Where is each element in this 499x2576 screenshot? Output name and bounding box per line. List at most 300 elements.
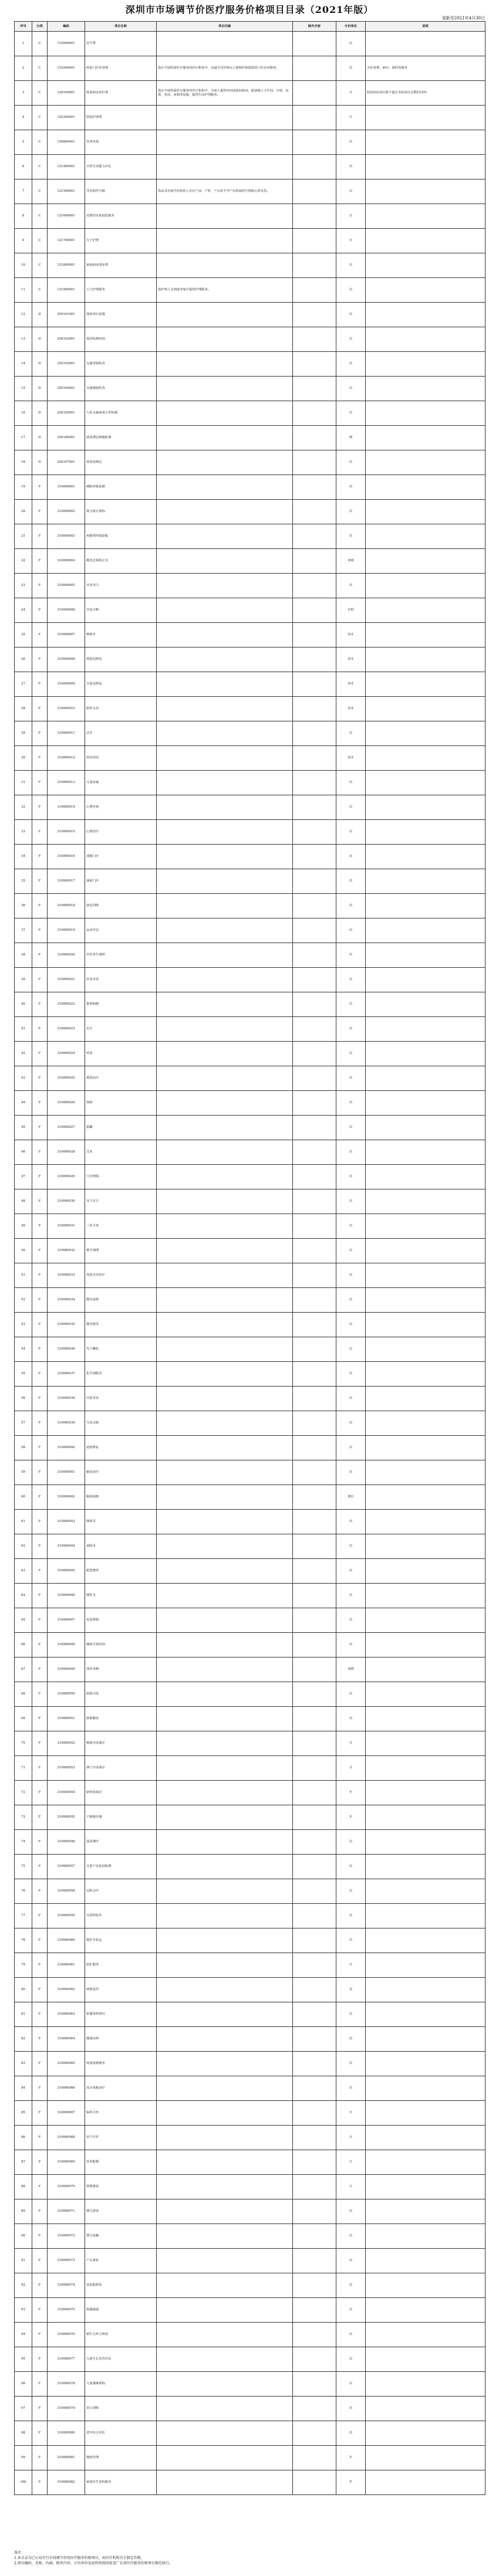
row-no: 43 bbox=[15, 1066, 32, 1091]
row-content bbox=[157, 1830, 293, 1855]
row-content bbox=[157, 253, 293, 278]
row-exclusion bbox=[293, 524, 336, 549]
table-row bbox=[15, 130, 485, 155]
row-name: 挂号费 bbox=[85, 32, 157, 56]
row-unit: 次 bbox=[336, 1928, 366, 1953]
row-no: 96 bbox=[15, 2372, 32, 2397]
row-exclusion bbox=[293, 475, 336, 500]
row-name: 重睑术 bbox=[85, 1534, 157, 1559]
row-name: 牙齿美白 bbox=[85, 574, 157, 598]
row-no: 83 bbox=[15, 2052, 32, 2076]
row-name: 盆底肌修复 bbox=[85, 2273, 157, 2298]
row-unit: 疗程 bbox=[336, 598, 366, 623]
row-code: 310000055 bbox=[48, 1805, 85, 1830]
table-row bbox=[15, 2101, 485, 2126]
row-content bbox=[157, 1214, 293, 1239]
row-note bbox=[366, 1707, 485, 1731]
row-name: 中医养生调理 bbox=[85, 943, 157, 968]
row-unit: 次 bbox=[336, 2273, 366, 2298]
row-category: F bbox=[32, 1263, 48, 1288]
row-exclusion bbox=[293, 894, 336, 918]
row-code: 310000047 bbox=[48, 1608, 85, 1633]
row-content bbox=[157, 1485, 293, 1510]
row-exclusion bbox=[293, 2421, 336, 2446]
row-category: C bbox=[32, 204, 48, 229]
row-exclusion bbox=[293, 1337, 336, 1362]
footer-notes bbox=[14, 2550, 485, 2566]
row-note bbox=[366, 426, 485, 450]
row-no: 60 bbox=[15, 1485, 32, 1510]
row-no: 31 bbox=[15, 771, 32, 795]
row-name: 无痛胃镜检查 bbox=[85, 352, 157, 377]
row-exclusion bbox=[293, 1066, 336, 1091]
row-content bbox=[157, 598, 293, 623]
table-row bbox=[15, 721, 485, 746]
row-code: 310000002 bbox=[48, 500, 85, 524]
row-note bbox=[366, 1042, 485, 1066]
table-row bbox=[15, 106, 485, 130]
table-row bbox=[15, 2027, 485, 2052]
row-category: F bbox=[32, 746, 48, 771]
row-category: F bbox=[32, 2002, 48, 2027]
row-unit: 次 bbox=[336, 179, 366, 204]
row-content bbox=[157, 1953, 293, 1978]
row-exclusion bbox=[293, 623, 336, 648]
table-row bbox=[15, 1337, 485, 1362]
row-exclusion bbox=[293, 253, 336, 278]
row-exclusion bbox=[293, 179, 336, 204]
row-unit: 次 bbox=[336, 1189, 366, 1214]
row-unit: 次 bbox=[336, 2076, 366, 2101]
row-exclusion bbox=[293, 1559, 336, 1584]
row-content bbox=[157, 2150, 293, 2175]
row-category: C bbox=[32, 106, 48, 130]
row-unit: 次 bbox=[336, 894, 366, 918]
row-content bbox=[157, 1017, 293, 1042]
row-code: 310000005 bbox=[48, 574, 85, 598]
row-category: F bbox=[32, 1140, 48, 1165]
row-exclusion bbox=[293, 1091, 336, 1116]
row-category: F bbox=[32, 623, 48, 648]
row-note bbox=[366, 352, 485, 377]
row-code: 121600001 bbox=[48, 204, 85, 229]
row-content bbox=[157, 106, 293, 130]
row-no: 9 bbox=[15, 229, 32, 253]
row-unit: 次 bbox=[336, 32, 366, 56]
row-no: 8 bbox=[15, 204, 32, 229]
row-unit: 次 bbox=[336, 968, 366, 992]
row-name: 卵子冷冻保存 bbox=[85, 1756, 157, 1781]
row-name: 日常生活能力评定 bbox=[85, 155, 157, 179]
table-row bbox=[15, 2298, 485, 2323]
row-unit: 次 bbox=[336, 2372, 366, 2397]
table-row bbox=[15, 2323, 485, 2347]
row-unit: 每牙 bbox=[336, 623, 366, 648]
row-category: F bbox=[32, 894, 48, 918]
row-exclusion bbox=[293, 1189, 336, 1214]
row-unit: 次 bbox=[336, 401, 366, 426]
row-note: 含诊查费、病历、预约等服务 bbox=[366, 56, 485, 81]
row-note bbox=[366, 2101, 485, 2126]
row-category: C bbox=[32, 130, 48, 155]
row-content bbox=[157, 204, 293, 229]
row-no: 46 bbox=[15, 1140, 32, 1165]
header-content: 项目内涵 bbox=[157, 22, 293, 32]
row-exclusion bbox=[293, 1756, 336, 1781]
row-code: 310000021 bbox=[48, 968, 85, 992]
table-row bbox=[15, 1042, 485, 1066]
row-name: 高压氧舱治疗 bbox=[85, 2076, 157, 2101]
row-code: 310000048 bbox=[48, 1633, 85, 1658]
row-name: 耳穴压豆 bbox=[85, 1189, 157, 1214]
row-unit: 次 bbox=[336, 820, 366, 845]
row-category: F bbox=[32, 2052, 48, 2076]
row-name: 月子护理 bbox=[85, 229, 157, 253]
header-unit: 计价单位 bbox=[336, 22, 366, 32]
row-no: 30 bbox=[15, 746, 32, 771]
row-no: 27 bbox=[15, 672, 32, 697]
row-content bbox=[157, 524, 293, 549]
row-unit: 次 bbox=[336, 943, 366, 968]
row-exclusion bbox=[293, 229, 336, 253]
row-code: 310000039 bbox=[48, 1411, 85, 1436]
table-row bbox=[15, 1436, 485, 1460]
row-unit: 次 bbox=[336, 56, 366, 81]
row-note bbox=[366, 968, 485, 992]
table-row bbox=[15, 179, 485, 204]
row-note bbox=[366, 401, 485, 426]
row-category: F bbox=[32, 2421, 48, 2446]
row-name: 刮痧 bbox=[85, 1091, 157, 1116]
row-note bbox=[366, 278, 485, 303]
table-row bbox=[15, 598, 485, 623]
row-no: 78 bbox=[15, 1928, 32, 1953]
row-no: 55 bbox=[15, 1362, 32, 1387]
row-note bbox=[366, 1017, 485, 1042]
row-code: 310000079 bbox=[48, 2397, 85, 2421]
row-note bbox=[366, 1214, 485, 1239]
row-name: 上门护理服务 bbox=[85, 278, 157, 303]
row-category: F bbox=[32, 1731, 48, 1756]
row-name: 特殊膳食 bbox=[85, 2175, 157, 2199]
row-content bbox=[157, 1855, 293, 1879]
row-unit: 次 bbox=[336, 771, 366, 795]
row-code: 310000057 bbox=[48, 1855, 85, 1879]
row-exclusion bbox=[293, 2101, 336, 2126]
row-code: 310000045 bbox=[48, 1559, 85, 1584]
row-category: F bbox=[32, 1214, 48, 1239]
row-code: 121900001 bbox=[48, 278, 85, 303]
row-exclusion bbox=[293, 2249, 336, 2273]
row-unit: 日 bbox=[336, 2126, 366, 2150]
row-content bbox=[157, 303, 293, 327]
row-note bbox=[366, 820, 485, 845]
row-unit: 次 bbox=[336, 1042, 366, 1066]
row-no: 69 bbox=[15, 1707, 32, 1731]
row-content bbox=[157, 943, 293, 968]
row-unit: 次 bbox=[336, 2397, 366, 2421]
row-exclusion bbox=[293, 1140, 336, 1165]
row-note bbox=[366, 1288, 485, 1313]
row-note bbox=[366, 2052, 485, 2076]
row-content bbox=[157, 820, 293, 845]
row-no: 37 bbox=[15, 918, 32, 943]
row-name: 营养配餐 bbox=[85, 2150, 157, 2175]
row-code: 310000058 bbox=[48, 1879, 85, 1904]
row-content bbox=[157, 1805, 293, 1830]
row-category: F bbox=[32, 1017, 48, 1042]
table-row bbox=[15, 2052, 485, 2076]
row-content bbox=[157, 795, 293, 820]
row-category: F bbox=[32, 500, 48, 524]
row-category: F bbox=[32, 2273, 48, 2298]
row-unit: 次 bbox=[336, 1460, 366, 1485]
row-no: 66 bbox=[15, 1633, 32, 1658]
row-unit: 次 bbox=[336, 721, 366, 746]
table-row bbox=[15, 1189, 485, 1214]
row-code: 310000054 bbox=[48, 1781, 85, 1805]
row-exclusion bbox=[293, 426, 336, 450]
row-unit: 次 bbox=[336, 1387, 366, 1411]
row-unit: 次 bbox=[336, 278, 366, 303]
row-note bbox=[366, 1928, 485, 1953]
row-no: 50 bbox=[15, 1239, 32, 1263]
row-name: 视力矫正训练 bbox=[85, 500, 157, 524]
row-exclusion bbox=[293, 2002, 336, 2027]
row-category: C bbox=[32, 155, 48, 179]
table-row bbox=[15, 2273, 485, 2298]
row-content bbox=[157, 500, 293, 524]
row-no: 88 bbox=[15, 2175, 32, 2199]
row-name: 胚胎解冻 bbox=[85, 1707, 157, 1731]
table-row bbox=[15, 1387, 485, 1411]
row-note bbox=[366, 1165, 485, 1189]
row-no: 95 bbox=[15, 2347, 32, 2372]
row-no: 77 bbox=[15, 1904, 32, 1928]
row-name: 体检项目套餐 bbox=[85, 303, 157, 327]
header-code: 编码 bbox=[48, 22, 85, 32]
row-name: 药浴 bbox=[85, 1042, 157, 1066]
row-content bbox=[157, 2126, 293, 2150]
row-no: 16 bbox=[15, 401, 32, 426]
row-category: D bbox=[32, 450, 48, 475]
row-code: 310000026 bbox=[48, 1091, 85, 1116]
row-content bbox=[157, 623, 293, 648]
row-note bbox=[366, 2076, 485, 2101]
row-code: 310000013 bbox=[48, 771, 85, 795]
row-content bbox=[157, 450, 293, 475]
row-exclusion bbox=[293, 820, 336, 845]
row-name: 种植牙 bbox=[85, 623, 157, 648]
row-exclusion bbox=[293, 32, 336, 56]
row-exclusion bbox=[293, 598, 336, 623]
row-content bbox=[157, 1140, 293, 1165]
row-exclusion bbox=[293, 56, 336, 81]
row-code: 310000067 bbox=[48, 2101, 85, 2126]
row-exclusion bbox=[293, 1165, 336, 1189]
row-content bbox=[157, 1436, 293, 1460]
row-exclusion bbox=[293, 1953, 336, 1978]
row-content bbox=[157, 155, 293, 179]
row-no: 72 bbox=[15, 1781, 32, 1805]
row-category: F bbox=[32, 1091, 48, 1116]
row-no: 21 bbox=[15, 524, 32, 549]
row-code: 310000025 bbox=[48, 1066, 85, 1091]
row-note bbox=[366, 475, 485, 500]
row-name: 胚胎冷冻 bbox=[85, 1682, 157, 1707]
row-code: 310000066 bbox=[48, 2076, 85, 2101]
table-row bbox=[15, 943, 485, 968]
row-exclusion bbox=[293, 1239, 336, 1263]
row-code: 310000010 bbox=[48, 697, 85, 721]
table-row bbox=[15, 229, 485, 253]
row-note bbox=[366, 1239, 485, 1263]
row-content: 指护理人员到患者家中提供护理服务。 bbox=[157, 278, 293, 303]
header-name: 项目名称 bbox=[85, 22, 157, 32]
row-exclusion bbox=[293, 992, 336, 1017]
row-content: 指由具有接生经验的人员在产前、产时、产后给予孕产妇持续的生理和心理支持。 bbox=[157, 179, 293, 204]
table-row bbox=[15, 795, 485, 820]
row-unit: 次 bbox=[336, 1313, 366, 1337]
table-row bbox=[15, 278, 485, 303]
row-name: 特需护理费 bbox=[85, 106, 157, 130]
row-code: 310000049 bbox=[48, 1658, 85, 1682]
row-name: 脂肪抽吸 bbox=[85, 1485, 157, 1510]
row-name: 病案复印 bbox=[85, 1978, 157, 2002]
row-category: F bbox=[32, 1658, 48, 1682]
row-unit: 日 bbox=[336, 2175, 366, 2199]
row-note bbox=[366, 1436, 485, 1460]
row-note bbox=[366, 2397, 485, 2421]
row-exclusion bbox=[293, 81, 336, 106]
row-code: 310000003 bbox=[48, 524, 85, 549]
row-no: 40 bbox=[15, 992, 32, 1017]
table-row bbox=[15, 1707, 485, 1731]
table-row bbox=[15, 401, 485, 426]
table-row bbox=[15, 845, 485, 869]
row-note bbox=[366, 1559, 485, 1584]
row-code: 310000081 bbox=[48, 2446, 85, 2470]
row-name: 精液冷冻保存 bbox=[85, 1731, 157, 1756]
row-category: D bbox=[32, 303, 48, 327]
row-no: 12 bbox=[15, 303, 32, 327]
row-content bbox=[157, 894, 293, 918]
row-code: 310000053 bbox=[48, 1756, 85, 1781]
row-content bbox=[157, 1633, 293, 1658]
row-note bbox=[366, 2421, 485, 2446]
row-category: F bbox=[32, 1387, 48, 1411]
table-row bbox=[15, 1091, 485, 1116]
row-note bbox=[366, 1658, 485, 1682]
table-row bbox=[15, 1608, 485, 1633]
row-category: F bbox=[32, 1288, 48, 1313]
row-name: 窝沟封闭 bbox=[85, 746, 157, 771]
table-row bbox=[15, 327, 485, 352]
row-code: 310000028 bbox=[48, 1140, 85, 1165]
row-exclusion bbox=[293, 1830, 336, 1855]
row-no: 15 bbox=[15, 377, 32, 401]
row-exclusion bbox=[293, 2446, 336, 2470]
row-note bbox=[366, 2175, 485, 2199]
table-row bbox=[15, 869, 485, 894]
table-row bbox=[15, 1584, 485, 1608]
row-name: 光子嫩肤 bbox=[85, 1337, 157, 1362]
row-name: 特需病房床位费 bbox=[85, 81, 157, 106]
row-unit: 部位 bbox=[336, 1485, 366, 1510]
row-no: 75 bbox=[15, 1855, 32, 1879]
table-row bbox=[15, 377, 485, 401]
row-code: 121800001 bbox=[48, 253, 85, 278]
row-code: 310000046 bbox=[48, 1584, 85, 1608]
row-note bbox=[366, 179, 485, 204]
row-unit: 次 bbox=[336, 1411, 366, 1436]
row-unit: 次 bbox=[336, 303, 366, 327]
row-category: F bbox=[32, 1337, 48, 1362]
row-content bbox=[157, 475, 293, 500]
row-category: C bbox=[32, 81, 48, 106]
row-name: 洁牙 bbox=[85, 721, 157, 746]
row-unit: 次 bbox=[336, 1288, 366, 1313]
row-code: 310000042 bbox=[48, 1485, 85, 1510]
row-category: F bbox=[32, 2470, 48, 2495]
row-code: 110200001 bbox=[48, 56, 85, 81]
row-unit: 次 bbox=[336, 1682, 366, 1707]
row-no: 18 bbox=[15, 450, 32, 475]
row-note bbox=[366, 795, 485, 820]
row-no: 52 bbox=[15, 1288, 32, 1313]
row-name: 产后康复 bbox=[85, 2249, 157, 2273]
row-exclusion bbox=[293, 1387, 336, 1411]
header-no: 序号 bbox=[15, 22, 32, 32]
table-row bbox=[15, 697, 485, 721]
row-content bbox=[157, 1239, 293, 1263]
table-row bbox=[15, 894, 485, 918]
row-exclusion bbox=[293, 1214, 336, 1239]
row-unit: 次 bbox=[336, 1879, 366, 1904]
table-row bbox=[15, 352, 485, 377]
row-content bbox=[157, 648, 293, 672]
row-no: 4 bbox=[15, 106, 32, 130]
row-unit: 页 bbox=[336, 1978, 366, 2002]
row-code: 250103001 bbox=[48, 352, 85, 377]
table-row bbox=[15, 918, 485, 943]
row-category: F bbox=[32, 2249, 48, 2273]
row-category: F bbox=[32, 1633, 48, 1658]
row-exclusion bbox=[293, 204, 336, 229]
header-exclusion: 除外内容 bbox=[293, 22, 336, 32]
row-exclusion bbox=[293, 130, 336, 155]
row-category: F bbox=[32, 598, 48, 623]
row-note bbox=[366, 1855, 485, 1879]
row-exclusion bbox=[293, 1313, 336, 1337]
row-unit: 次 bbox=[336, 1584, 366, 1608]
table-row bbox=[15, 2347, 485, 2372]
row-content bbox=[157, 1756, 293, 1781]
row-note bbox=[366, 1411, 485, 1436]
row-note bbox=[366, 204, 485, 229]
row-name: 无创产前基因检测 bbox=[85, 1855, 157, 1879]
table-row bbox=[15, 450, 485, 475]
row-no: 74 bbox=[15, 1830, 32, 1855]
row-note bbox=[366, 1978, 485, 2002]
table-row bbox=[15, 746, 485, 771]
row-name: 基因检测咨询 bbox=[85, 327, 157, 352]
row-unit: 次 bbox=[336, 1707, 366, 1731]
row-no: 93 bbox=[15, 2298, 32, 2323]
table-row bbox=[15, 2249, 485, 2273]
table-row bbox=[15, 2372, 485, 2397]
row-no: 73 bbox=[15, 1805, 32, 1830]
